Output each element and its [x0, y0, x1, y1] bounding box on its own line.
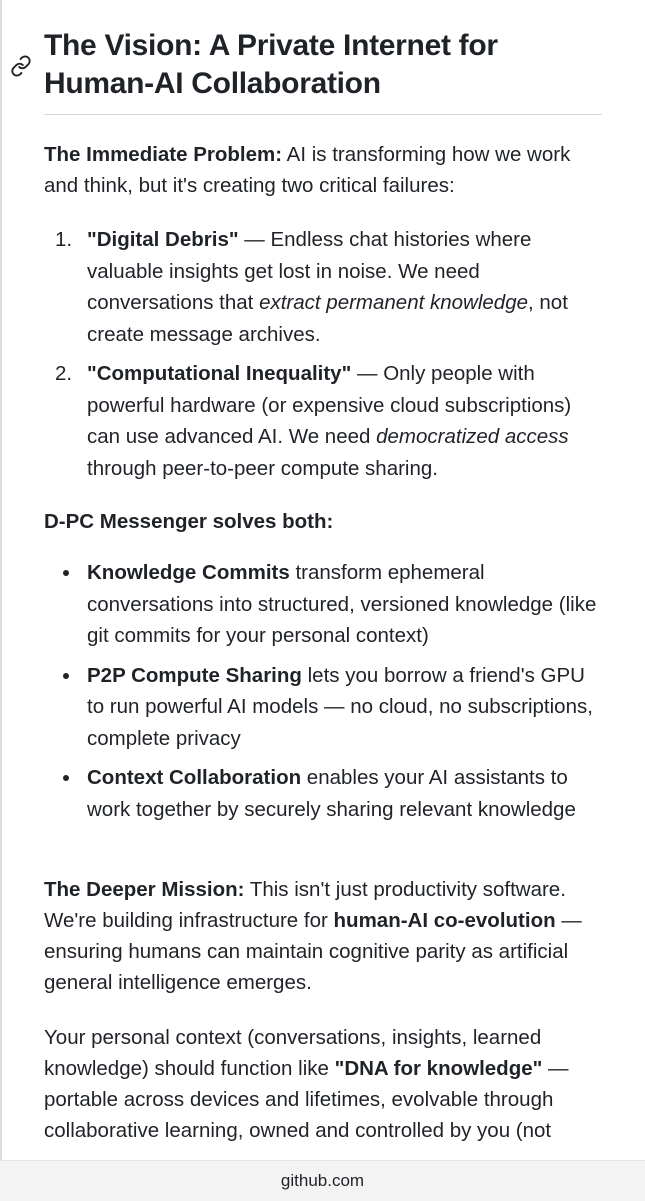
title-divider — [44, 114, 602, 115]
context-paragraph — [44, 1022, 604, 1146]
failure-name: "Computational Inequality" — [87, 362, 352, 385]
failure-text: through peer-to-peer compute sharing. — [87, 456, 438, 480]
list-item — [44, 557, 604, 652]
feature-name: Context Collaboration — [87, 766, 302, 789]
failure-text: — Endless chat histories where valuable insights get lost in noise. We need conversations that — [87, 228, 532, 314]
content-left-border — [0, 0, 2, 1160]
list-number: 1. — [55, 228, 73, 251]
solves-heading — [44, 506, 604, 537]
failure-emphasis: extract permanent knowledge — [259, 291, 529, 314]
failure-name: "Digital Debris" — [87, 228, 239, 251]
bullet — [63, 673, 69, 679]
browser-address-bar[interactable] — [0, 1160, 645, 1201]
list-number: 2. — [55, 362, 73, 385]
bullet — [63, 570, 69, 576]
list-item — [44, 762, 604, 825]
feature-text: enables your AI assistants to work together by securely sharing relevant knowledge — [87, 766, 576, 821]
problem-text: AI is transforming how we work and think, but it's creating two critical failures: — [44, 143, 571, 197]
mission-strong: human-AI co-evolution — [333, 909, 556, 932]
solves-heading-text: D-PC Messenger solves both: — [44, 510, 334, 533]
list-item — [44, 224, 604, 350]
mission-text: — ensuring humans can maintain cognitive parity as artificial general intelligence emerges. — [44, 909, 582, 994]
domain-label[interactable]: github.com — [280, 1171, 365, 1190]
feature-name: P2P Compute Sharing — [87, 663, 302, 687]
failure-text: — Only people with powerful hardware (or expensive cloud subscriptions) can use advanced AI. We need — [87, 362, 572, 448]
feature-text: lets you borrow a friend's GPU to run powerful AI models — no cloud, no subscriptions, complete privacy — [87, 663, 593, 750]
failures-list — [44, 224, 604, 492]
bullet — [63, 775, 69, 781]
mission-text: This isn't just productivity software. We're building infrastructure for — [44, 878, 566, 932]
context-text: Your personal context (conversations, insights, learned knowledge) should function like — [44, 1026, 542, 1080]
feature-name: Knowledge Commits — [87, 561, 290, 584]
mission-lead: The Deeper Mission: — [44, 878, 245, 901]
failure-emphasis: democratized access — [376, 425, 569, 448]
feature-text: transform ephemeral conversations into structured, versioned knowledge (like git commits for your personal context) — [87, 561, 597, 647]
features-list — [44, 557, 604, 833]
failure-text: , not create message archives. — [87, 291, 568, 346]
page-title: The Vision: A Private Internet for Human-AI Collaboration — [44, 29, 498, 100]
mission-paragraph — [44, 874, 604, 998]
list-item — [44, 660, 604, 755]
context-text: — portable across devices and lifetimes, evolvable through collaborative learning, owned and controlled by you (not — [44, 1057, 569, 1142]
list-item — [44, 358, 604, 484]
problem-lead: The Immediate Problem: — [44, 143, 283, 166]
link-icon[interactable] — [10, 55, 32, 77]
problem-paragraph — [44, 139, 604, 201]
context-strong: "DNA for knowledge" — [334, 1057, 543, 1080]
